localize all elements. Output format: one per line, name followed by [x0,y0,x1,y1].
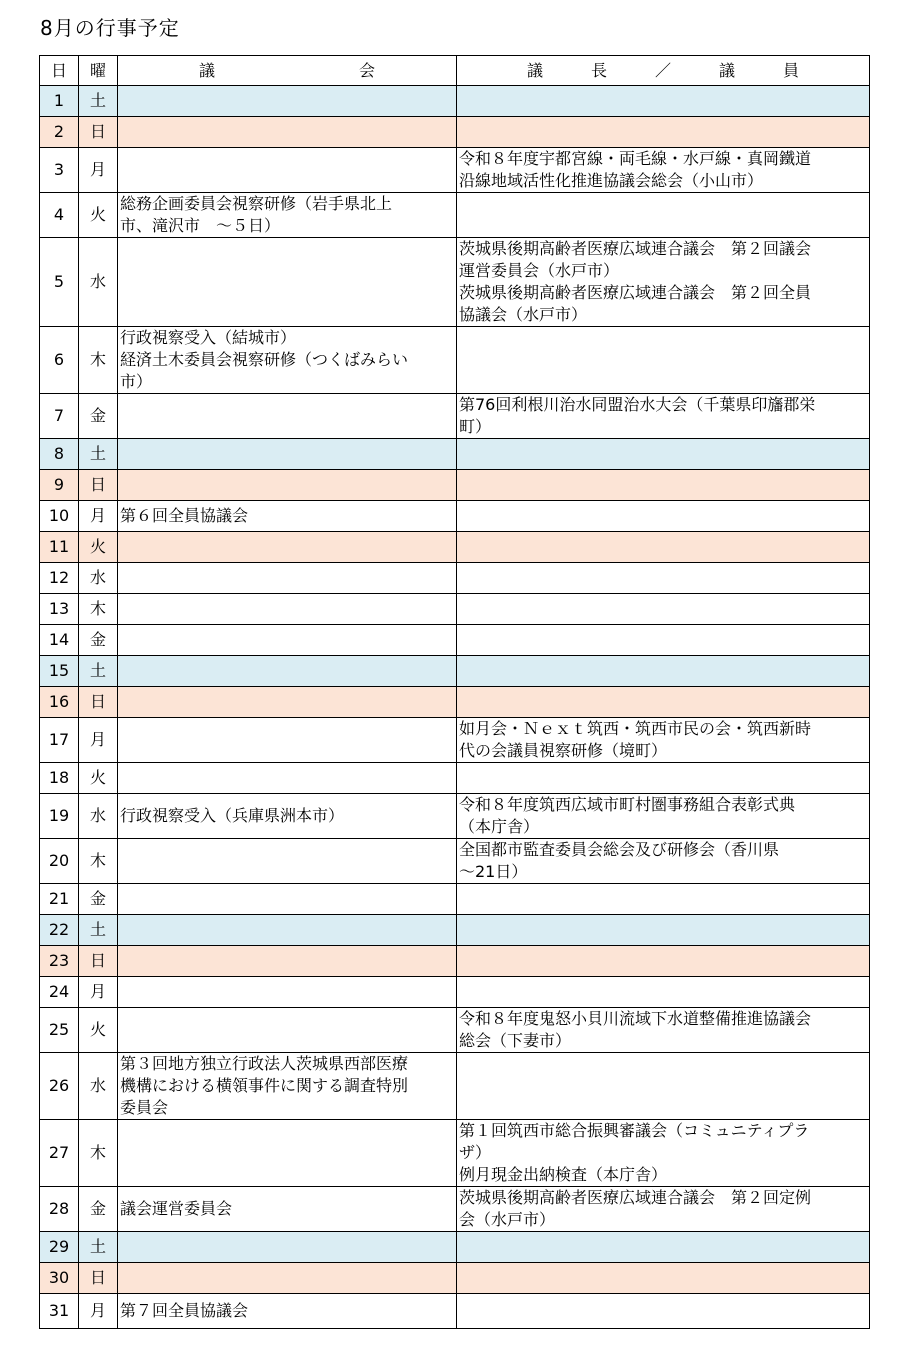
weekday-cell: 木 [79,327,118,394]
day-cell: 10 [40,501,79,532]
council-event-cell: 総務企画委員会視察研修（岩手県北上 市、滝沢市 ～５日） [118,193,457,238]
day-cell: 13 [40,594,79,625]
day-cell: 16 [40,687,79,718]
council-event-cell [118,839,457,884]
weekday-cell: 木 [79,1120,118,1187]
council-event-cell [118,687,457,718]
page-title: 8月の行事予定 [40,16,180,40]
weekday-cell: 土 [79,86,118,117]
schedule-table [39,55,870,1329]
chair-event-cell [457,1294,870,1329]
header-chair: 議 長 ／ 議 員 [457,56,870,86]
day-cell: 1 [40,86,79,117]
weekday-cell: 火 [79,1008,118,1053]
chair-event-cell [457,563,870,594]
chair-event-cell [457,86,870,117]
weekday-cell: 火 [79,193,118,238]
weekday-cell: 水 [79,794,118,839]
chair-event-cell [457,439,870,470]
chair-event-cell: 令和８年度筑西広域市町村圏事務組合表彰式典 （本庁舎） [457,794,870,839]
day-cell: 29 [40,1232,79,1263]
weekday-cell: 水 [79,238,118,327]
council-event-cell [118,718,457,763]
day-cell: 26 [40,1053,79,1120]
chair-event-cell: 第76回利根川治水同盟治水大会（千葉県印旛郡栄 町） [457,394,870,439]
weekday-cell: 月 [79,148,118,193]
table-row [40,1232,870,1263]
weekday-cell: 日 [79,687,118,718]
weekday-cell: 日 [79,1263,118,1294]
schedule-body [40,86,870,1329]
day-cell: 27 [40,1120,79,1187]
table-row [40,884,870,915]
table-row [40,86,870,117]
council-event-cell [118,1120,457,1187]
chair-event-cell: 令和８年度鬼怒小貝川流域下水道整備推進協議会 総会（下妻市） [457,1008,870,1053]
table-row [40,915,870,946]
chair-event-cell [457,1053,870,1120]
header-council: 議 会 [118,56,457,86]
table-row [40,394,870,439]
council-event-cell [118,656,457,687]
chair-event-cell [457,327,870,394]
weekday-cell: 土 [79,1232,118,1263]
chair-event-cell [457,884,870,915]
day-cell: 5 [40,238,79,327]
council-event-cell [118,1263,457,1294]
council-event-cell [118,439,457,470]
chair-event-cell [457,1263,870,1294]
header-day: 日 [40,56,79,86]
weekday-cell: 日 [79,946,118,977]
table-row [40,1294,870,1329]
weekday-cell: 水 [79,563,118,594]
weekday-cell: 金 [79,884,118,915]
chair-event-cell [457,687,870,718]
chair-event-cell [457,594,870,625]
day-cell: 7 [40,394,79,439]
day-cell: 6 [40,327,79,394]
weekday-cell: 月 [79,1294,118,1329]
weekday-cell: 木 [79,594,118,625]
day-cell: 21 [40,884,79,915]
weekday-cell: 日 [79,117,118,148]
table-row [40,625,870,656]
weekday-cell: 月 [79,718,118,763]
chair-event-cell [457,1232,870,1263]
table-row [40,946,870,977]
table-row [40,563,870,594]
chair-event-cell: 茨城県後期高齢者医療広域連合議会 第２回議会 運営委員会（水戸市） 茨城県後期高齢者医療広域連合議会 第２回全員 協議会（水戸市） [457,238,870,327]
day-cell: 23 [40,946,79,977]
chair-event-cell [457,193,870,238]
council-event-cell: 第７回全員協議会 [118,1294,457,1329]
header-weekday: 曜 [79,56,118,86]
council-event-cell [118,1232,457,1263]
day-cell: 25 [40,1008,79,1053]
table-row [40,193,870,238]
chair-event-cell [457,915,870,946]
chair-event-cell: 如月会・Ｎｅｘｔ筑西・筑西市民の会・筑西新時 代の会議員視察研修（境町） [457,718,870,763]
council-event-cell [118,86,457,117]
day-cell: 28 [40,1187,79,1232]
council-event-cell [118,915,457,946]
weekday-cell: 水 [79,1053,118,1120]
weekday-cell: 火 [79,763,118,794]
table-row [40,501,870,532]
day-cell: 4 [40,193,79,238]
day-cell: 8 [40,439,79,470]
council-event-cell [118,946,457,977]
council-event-cell: 第３回地方独立行政法人茨城県西部医療 機構における横領事件に関する調査特別 委員会 [118,1053,457,1120]
council-event-cell [118,884,457,915]
table-row [40,1120,870,1187]
header-row [40,56,870,86]
council-event-cell [118,148,457,193]
day-cell: 20 [40,839,79,884]
chair-event-cell [457,501,870,532]
council-event-cell: 議会運営委員会 [118,1187,457,1232]
table-row [40,532,870,563]
table-row [40,763,870,794]
chair-event-cell: 令和８年度宇都宮線・両毛線・水戸線・真岡鐵道 沿線地域活性化推進協議会総会（小山市） [457,148,870,193]
weekday-cell: 月 [79,977,118,1008]
weekday-cell: 木 [79,839,118,884]
day-cell: 19 [40,794,79,839]
day-cell: 31 [40,1294,79,1329]
table-row [40,117,870,148]
council-event-cell [118,763,457,794]
table-row [40,1053,870,1120]
day-cell: 11 [40,532,79,563]
table-row [40,439,870,470]
chair-event-cell [457,470,870,501]
day-cell: 18 [40,763,79,794]
council-event-cell [118,977,457,1008]
table-row [40,839,870,884]
council-event-cell [118,1008,457,1053]
table-row [40,656,870,687]
day-cell: 22 [40,915,79,946]
chair-event-cell [457,532,870,563]
day-cell: 14 [40,625,79,656]
day-cell: 30 [40,1263,79,1294]
table-row [40,977,870,1008]
table-row [40,148,870,193]
council-event-cell [118,470,457,501]
council-event-cell [118,117,457,148]
table-row [40,327,870,394]
council-event-cell [118,625,457,656]
table-row [40,1008,870,1053]
chair-event-cell: 第１回筑西市総合振興審議会（コミュニティプラ ザ） 例月現金出納検査（本庁舎） [457,1120,870,1187]
day-cell: 24 [40,977,79,1008]
day-cell: 17 [40,718,79,763]
council-event-cell [118,394,457,439]
table-row [40,794,870,839]
day-cell: 2 [40,117,79,148]
chair-event-cell [457,656,870,687]
day-cell: 12 [40,563,79,594]
council-event-cell [118,563,457,594]
weekday-cell: 火 [79,532,118,563]
table-row [40,238,870,327]
weekday-cell: 金 [79,394,118,439]
chair-event-cell [457,625,870,656]
table-row [40,470,870,501]
weekday-cell: 土 [79,656,118,687]
chair-event-cell [457,977,870,1008]
council-event-cell [118,594,457,625]
council-event-cell [118,532,457,563]
day-cell: 9 [40,470,79,501]
chair-event-cell: 全国都市監査委員会総会及び研修会（香川県 ～21日） [457,839,870,884]
table-row [40,594,870,625]
council-event-cell: 行政視察受入（兵庫県洲本市） [118,794,457,839]
chair-event-cell [457,117,870,148]
weekday-cell: 金 [79,1187,118,1232]
table-row [40,687,870,718]
council-event-cell: 行政視察受入（結城市） 経済土木委員会視察研修（つくばみらい 市） [118,327,457,394]
weekday-cell: 土 [79,439,118,470]
weekday-cell: 日 [79,470,118,501]
chair-event-cell: 茨城県後期高齢者医療広域連合議会 第２回定例 会（水戸市） [457,1187,870,1232]
day-cell: 15 [40,656,79,687]
table-row [40,1187,870,1232]
council-event-cell [118,238,457,327]
day-cell: 3 [40,148,79,193]
weekday-cell: 金 [79,625,118,656]
chair-event-cell [457,946,870,977]
weekday-cell: 土 [79,915,118,946]
weekday-cell: 月 [79,501,118,532]
table-row [40,718,870,763]
table-row [40,1263,870,1294]
chair-event-cell [457,763,870,794]
council-event-cell: 第６回全員協議会 [118,501,457,532]
